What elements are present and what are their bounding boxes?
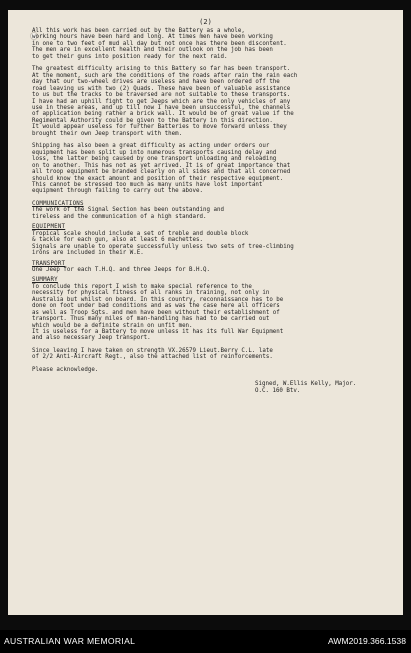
section-communications-text: The work of the Signal Section has been outstanding and tireless and the communication of a high standard. [32,207,224,220]
closing-acknowledge: Please acknowledge. [32,366,99,373]
heading-summary: SUMMARY [32,277,58,284]
heading-transport: TRANSPORT [32,260,66,267]
signature-block: Signed, W.Ellis Kelly, Major. O.C. 160 Btv. [255,381,357,394]
closing-reinforcements: Since leaving I have taken on strength VX.26579 Lieut.Berry C.L. late of 2/2 Anti-Aircraft Regt., also the attached list of reinforcements. [32,347,273,361]
document-page [8,10,403,615]
archive-footer [0,630,411,653]
section-transport-text: One Jeep for each T.H.Q. and three Jeeps for B.H.Q. [32,266,210,273]
section-equipment-text: Tropical scale should include a set of treble and double block & tackle for each gun, also at least 6 machettes. Signals are unable to operate successfully unless two sets of tree-climbing irons are included in their W.E. [32,230,294,257]
heading-communications: COMMUNICATIONS [32,200,84,207]
page-number: (2) [199,18,212,26]
report-body [32,28,389,394]
heading-equipment: EQUIPMENT [32,224,66,231]
institution-label: AUSTRALIAN WAR MEMORIAL [4,636,136,646]
paragraph-shipping: Shipping has also been a great difficulty as acting under orders our equipment has been split up into numerous transports causing delay and loss, the latter being caused by one transport unloading and reloading on to another. This has not as yet arrived. It is of great importance that all troop equipment be branded clearly on all sides and that all concerned should know the exact amount and position of their respective equipment. This cannot be stressed too much as many units have lost important equipment through failing to carry out the above. [32,143,291,195]
section-summary-text: To conclude this report I wish to make special reference to the necessity for physical fitness of all ranks in training, not only in Australia but whilst on board. In this country, reconnaissance has to be done on foot under bad conditions and as was the case here all officers as well as Troop Sgts. and men have been without their establishment of transport. Thus many miles of man-handling has had to be carried out which would be a definite strain on unfit men. It is useless for a Battery to move unless it has its full War Equipment and also necessary Jeep transport. [32,283,284,342]
paragraph-work: All this work has been carried out by the Battery as a whole, working hours have been hard and long. At times men have been working in one to two feet of mud all day but not once has there been discontent. The men are in excellent health and their outlook on the job has been to get their guns into position ready for the next raid. [32,28,287,60]
paragraph-transport-difficulty: The greatest difficulty arising to this Battery so far has been transport. At the moment, such are the conditions of the roads after rain the rain each day that our two-wheel drives are useless and have been ordered off the road leaving us with two (2) Quads. These have been of valuable assistance to us but the tracks to be traversed are not suitable to these transports. I have had an uphill fight to get Jeeps which are the only vehicles of any use in these areas, and up till now I have been unsuccessful, the channels of application being rather a brick wall. It would be of great value if the Regimental Authority could be given to the Battery in this direction. It would appear useless for further Batteries to move forward unless they brought their own Jeep transport with them. [32,66,298,137]
reference-number: AWM2019.366.1538 [327,636,406,646]
